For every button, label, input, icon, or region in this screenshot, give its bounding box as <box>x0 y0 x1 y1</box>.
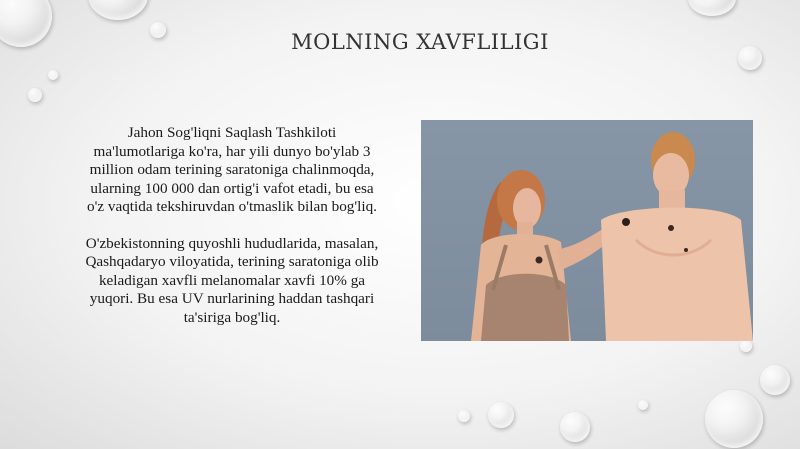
water-drop-decoration <box>638 400 648 410</box>
paragraph-gap <box>52 217 412 235</box>
paragraph-line: Jahon Sog'liqni Saqlash Tashkiloti <box>127 124 337 141</box>
water-drop-decoration <box>760 365 790 395</box>
paragraph-line: ta'siriga bog'liq. <box>183 308 281 326</box>
paragraph-line: ma'lumotlariga ko'ra, har yili dunyo bo'ylab 3 <box>93 142 371 160</box>
paragraph-line: million odam terining saratoniga chalinmoqda, <box>89 161 375 178</box>
water-drop-decoration <box>150 22 166 38</box>
paragraph-line: o'z vaqtida tekshiruvdan o'tmaslik bilan bog'liq. <box>87 198 377 215</box>
paragraph-line: Qashqadaryo viloyatida, terining saratoniga olib <box>85 253 379 270</box>
people-photo <box>421 120 753 341</box>
photo-illustration <box>421 120 753 341</box>
paragraph-line: ularning 100 000 dan ortig'i vafot etadi, bu esa <box>90 179 374 197</box>
water-drop-decoration <box>28 88 42 102</box>
paragraph-line: O'zbekistonning quyoshli hududlarida, masalan, <box>85 234 379 252</box>
paragraph-line: keladigan xavfli melanomalar xavfi 10% ga <box>98 271 366 289</box>
water-drop-decoration <box>705 390 763 448</box>
water-drop-decoration <box>740 340 752 352</box>
water-drop-decoration <box>0 0 52 47</box>
slide-title: MOLNING XAVFLILIGI <box>291 30 549 54</box>
water-drop-decoration <box>88 0 148 20</box>
water-drop-decoration <box>48 70 58 80</box>
water-drop-decoration <box>560 412 590 442</box>
water-drop-decoration <box>458 410 470 422</box>
paragraph-line: yuqori. Bu esa UV nurlarining haddan tashqari <box>89 290 375 307</box>
water-drop-decoration <box>688 0 736 16</box>
water-drop-decoration <box>488 402 514 428</box>
body-text <box>52 124 412 327</box>
water-drop-decoration <box>738 46 762 70</box>
